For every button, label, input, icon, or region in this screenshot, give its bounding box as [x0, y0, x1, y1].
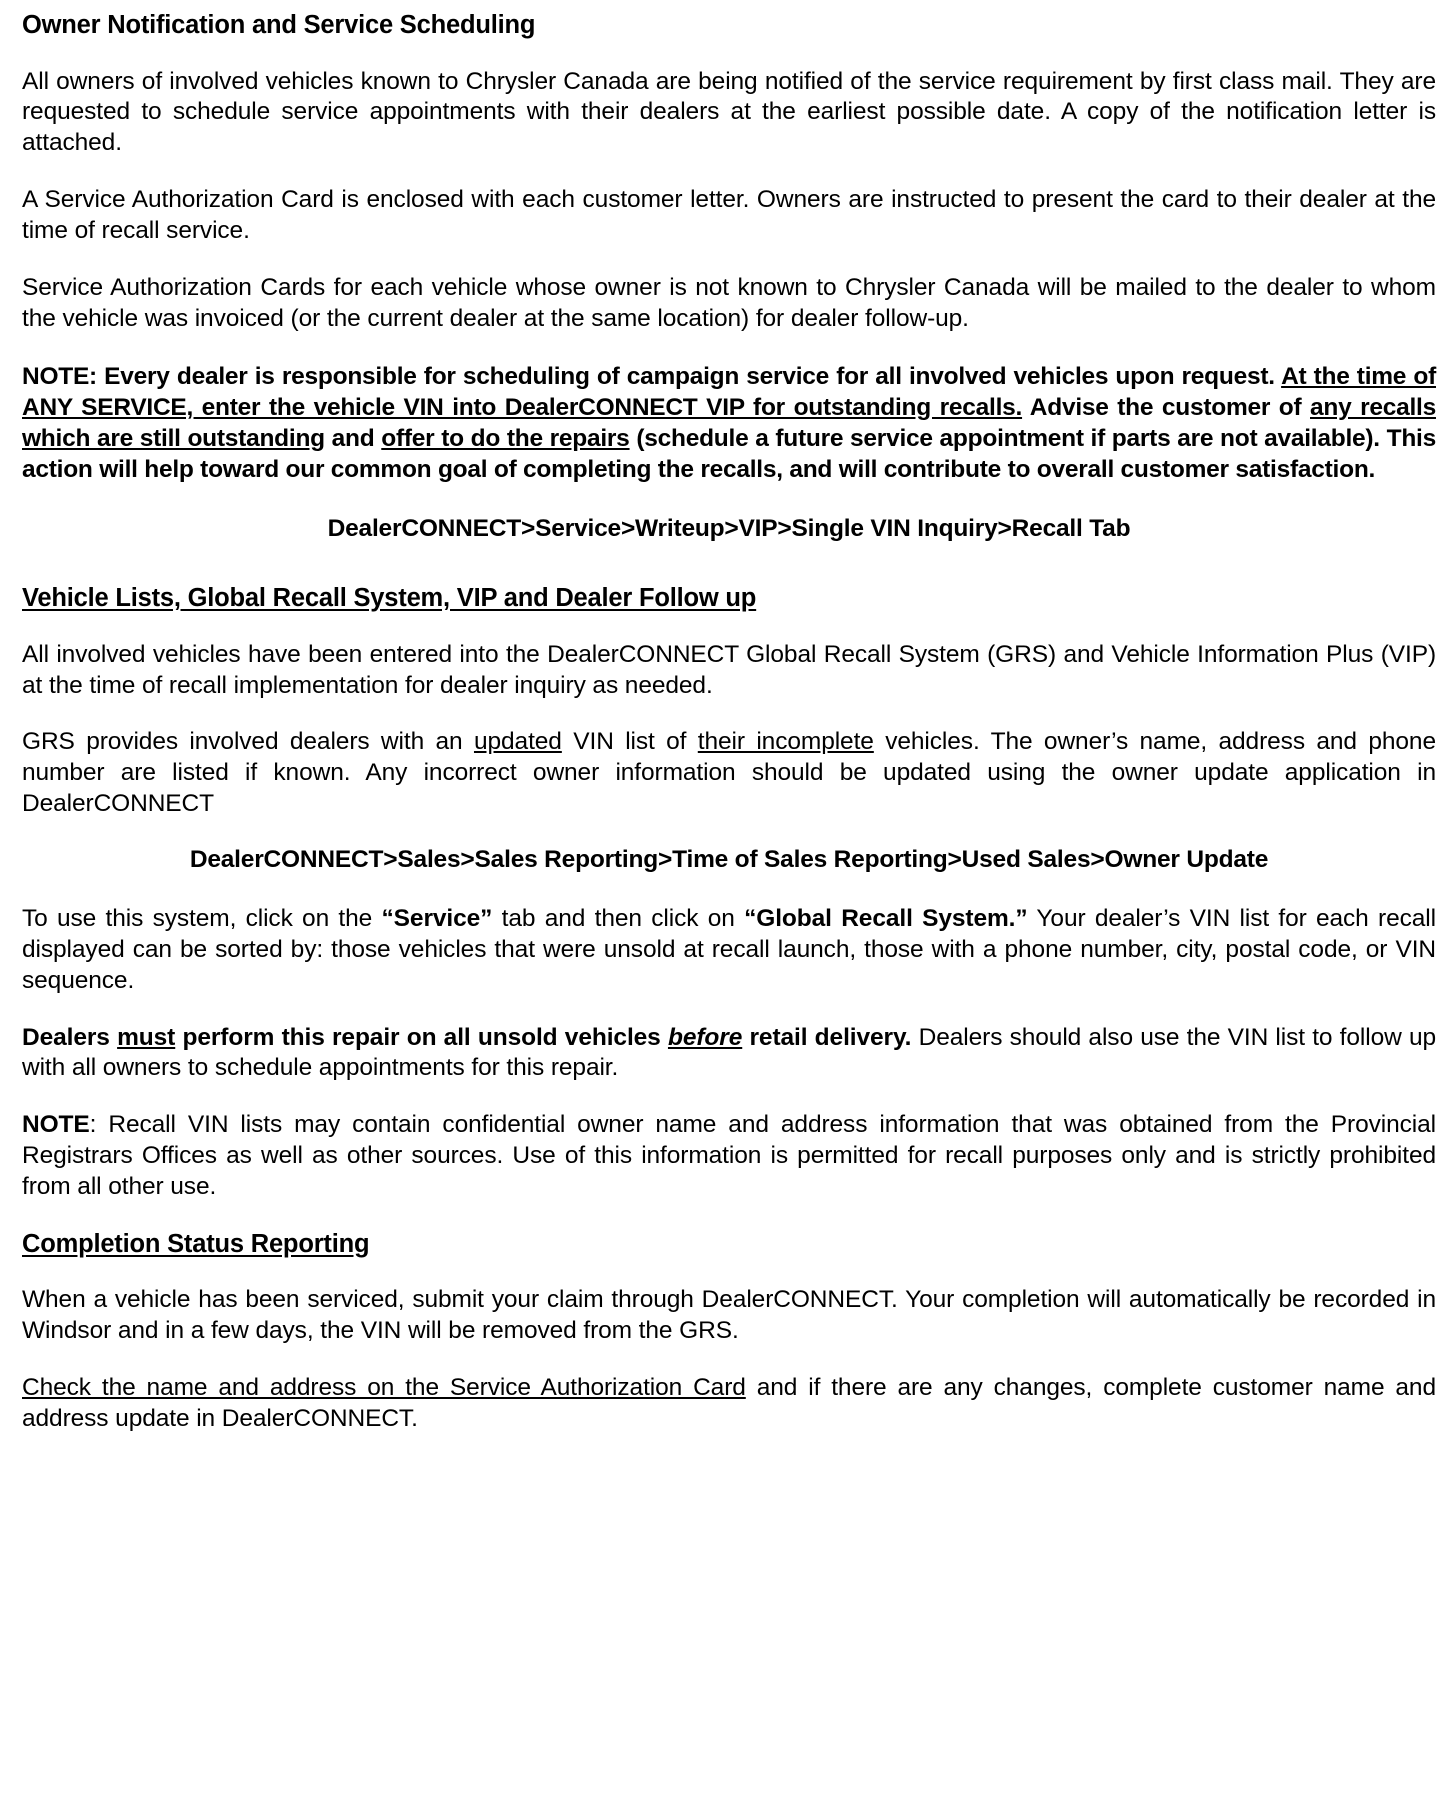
use-system-part-2: tab and then click on [501, 904, 735, 932]
note-text-part-2: Advise the customer of [1029, 393, 1302, 421]
unsold-part-2: perform this repair on all unsold vehicles [182, 1023, 661, 1051]
use-system-part-3: Your dealer’s VIN list for each recall displayed can be sorted by: those vehicles that were unsold at recall launch, those with a phone number, city, postal code, or VIN sequence. [22, 904, 1436, 994]
grs-text-part-1: GRS provides involved dealers with an [22, 728, 463, 756]
grs-text-underlined-1: updated [473, 728, 562, 756]
use-system-part-1: To use this system, click on the [22, 904, 373, 932]
unsold-part-1: Dealers [22, 1023, 110, 1051]
navigation-path-vip: DealerCONNECT>Service>Writeup>VIP>Single VIN Inquiry>Recall Tab [327, 515, 1131, 543]
unsold-must-emphasis: must [117, 1023, 176, 1051]
paragraph-vehicle-lists-1: All involved vehicles have been entered into the DealerCONNECT Global Recall System (GRS) and Vehicle Information Plus (VIP) at the time of recall implementation for dealer inquiry as needed. [22, 640, 1436, 699]
section-heading-completion-status: Completion Status Reporting [22, 1229, 370, 1258]
unsold-part-4: Dealers should also use the VIN list to follow up with all owners to schedule appointments for this repair. [22, 1023, 1436, 1082]
paragraph-owner-notification-1: All owners of involved vehicles known to Chrysler Canada are being notified of the service requirement by first class mail. They are requested to schedule service appointments with their dealers at the earliest possible date. A copy of the notification letter is attached. [22, 67, 1436, 157]
check-card-part-2: and if there are any changes, complete customer name and address update in DealerCONNECT. [22, 1374, 1436, 1432]
use-system-grs-label: “Global Recall System.” [744, 904, 1028, 932]
grs-text-part-3: vehicles. The owner’s name, address and phone number are listed if known. Any incorrect owner information should be updated using the owner update application in DealerCONNECT [22, 728, 1436, 818]
grs-text-underlined-2: their incomplete [697, 728, 874, 756]
paragraph-check-name-address [22, 1373, 1436, 1435]
note-text-underlined-2: any recalls which are still outstanding [22, 393, 1436, 452]
paragraph-grs-info [22, 727, 1436, 820]
note-label: NOTE: [22, 362, 97, 390]
note-recall-vin-lists [22, 1110, 1436, 1203]
check-card-underlined: Check the name and address on the Service Authorization Card [22, 1374, 746, 1402]
unsold-before-emphasis: before [667, 1023, 743, 1051]
note-text-part-1: Every dealer is responsible for scheduling of campaign service for all involved vehicles upon request. [104, 362, 1275, 390]
note-label-recall-vin: NOTE [22, 1111, 90, 1139]
paragraph-owner-notification-2: A Service Authorization Card is enclosed with each customer letter. Owners are instructed to present the card to their dealer at the time of recall service. [22, 186, 1436, 245]
section-heading-vehicle-lists: Vehicle Lists, Global Recall System, VIP and Dealer Follow up [22, 584, 757, 613]
note-text-part-3: and [331, 424, 375, 452]
paragraph-completion-status-1: When a vehicle has been serviced, submit your claim through DealerCONNECT. Your completion will automatically be recorded in Windsor and in a few days, the VIN will be removed from the GRS. [22, 1286, 1436, 1345]
paragraph-use-system [22, 904, 1436, 997]
note-text-recall-vin: : Recall VIN lists may contain confidential owner name and address information that was obtained from the Provincial Registrars Offices as well as other sources. Use of this information is permitted for recall purposes only and is strictly prohibited from all other use. [22, 1111, 1436, 1200]
unsold-part-3: retail delivery. [749, 1023, 912, 1051]
note-text-part-4: (schedule a future service appointment if parts are not available). This action will help toward our common goal of completing the recalls, and will contribute to overall customer satisfaction. [22, 424, 1436, 483]
paragraph-owner-notification-3: Service Authorization Cards for each vehicle whose owner is not known to Chrysler Canada will be mailed to the dealer to whom the vehicle was invoiced (or the current dealer at the same location) for dealer follow-up. [22, 273, 1436, 332]
navigation-path-owner-update: DealerCONNECT>Sales>Sales Reporting>Time of Sales Reporting>Used Sales>Owner Update [189, 845, 1269, 873]
use-system-service-tab-label: “Service” [381, 904, 493, 932]
note-owner-notification [22, 361, 1436, 485]
section-heading-owner-notification: Owner Notification and Service Scheduling [22, 11, 536, 39]
note-text-underlined-3: offer to do the repairs [381, 424, 630, 452]
paragraph-unsold-vehicles [22, 1023, 1436, 1085]
grs-text-part-2: VIN list of [573, 728, 687, 756]
note-text-underlined-1: At the time of ANY SERVICE, enter the vehicle VIN into DealerCONNECT VIP for outstanding recalls. [22, 362, 1436, 421]
